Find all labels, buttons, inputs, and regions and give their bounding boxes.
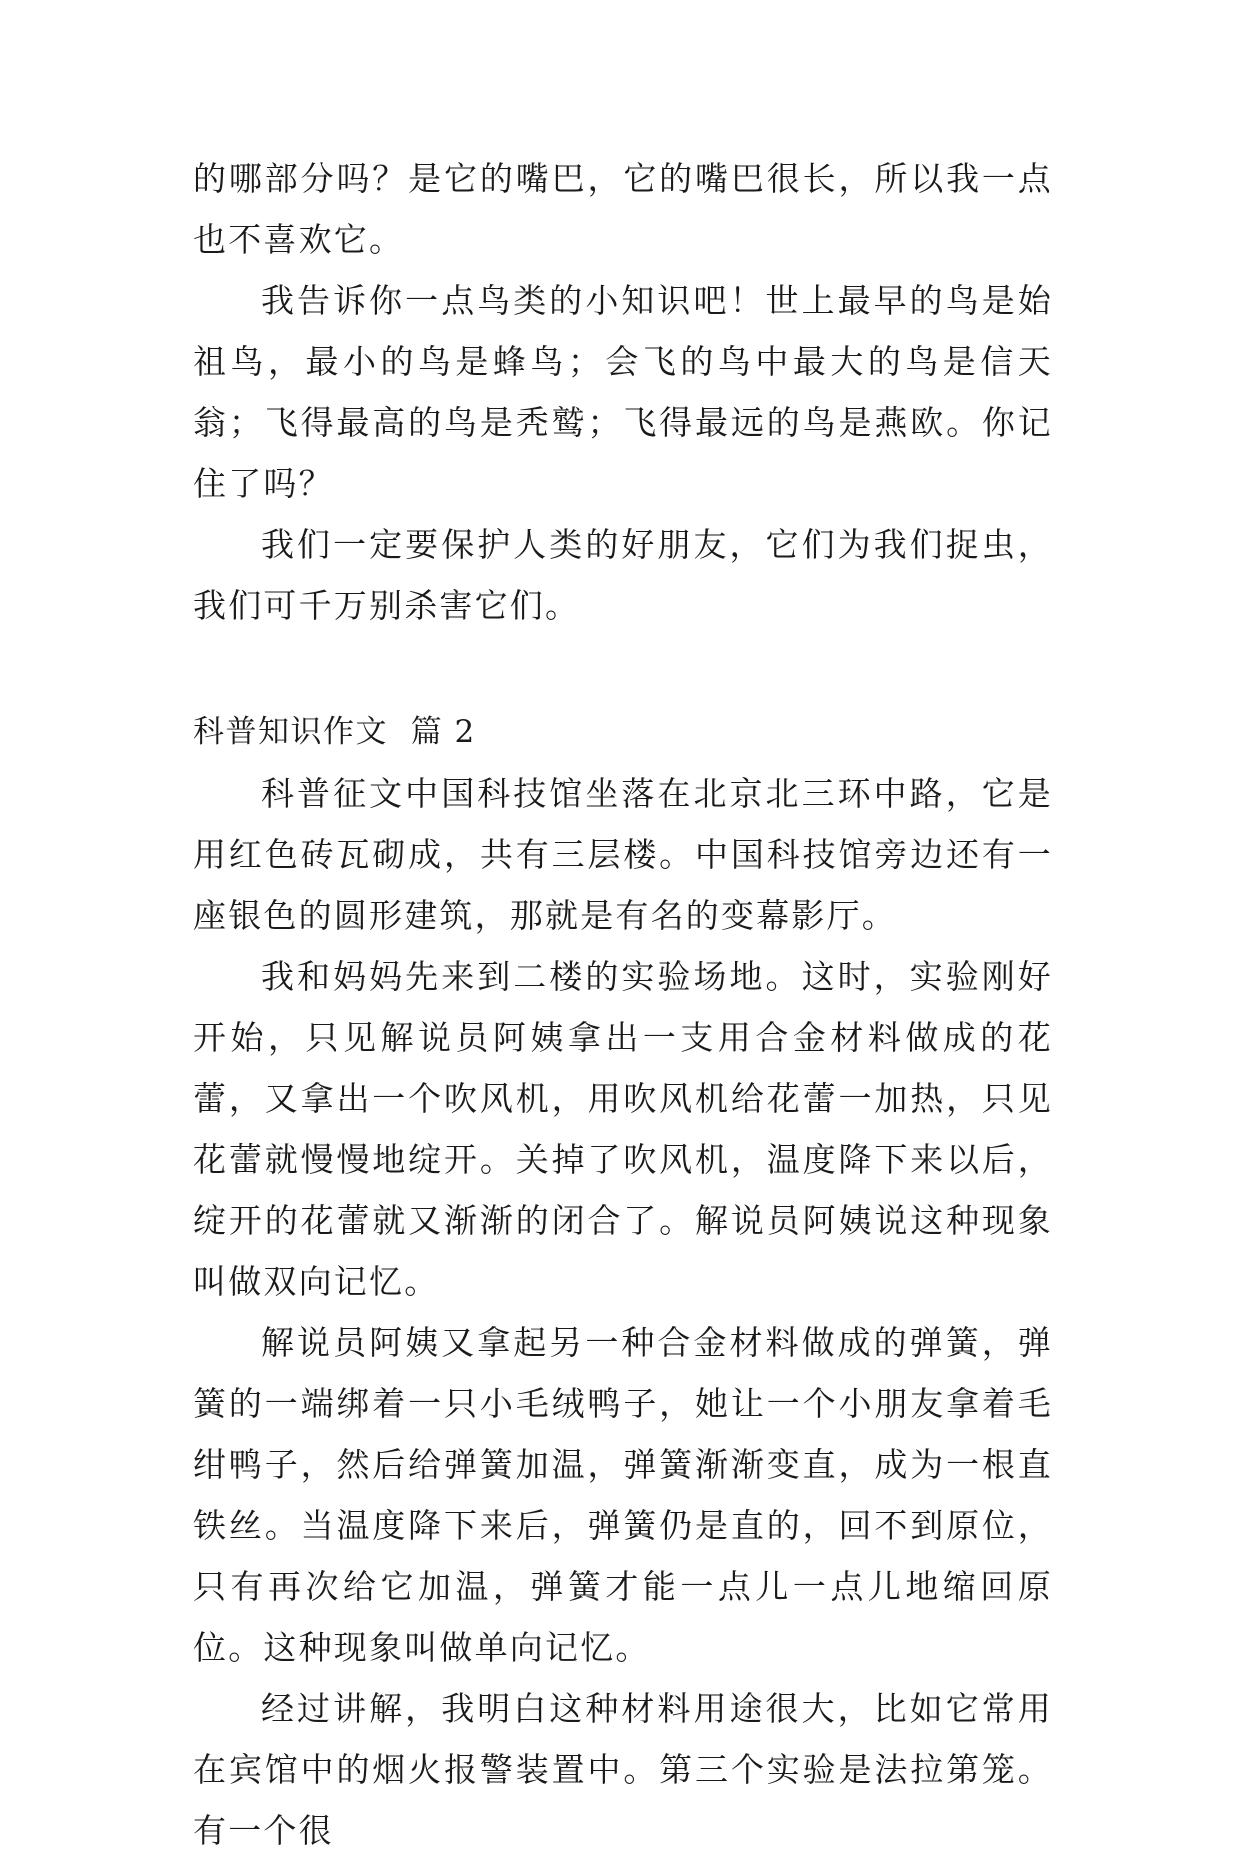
paragraph-4: 科普征文中国科技馆坐落在北京北三环中路，它是用红色砖瓦砌成，共有三层楼。中国科技馆旁边还有一座银色的圆形建筑，那就是有名的变幕影厅。 <box>193 774 1053 935</box>
section-1 <box>193 148 1053 636</box>
paragraph-6: 解说员阿姨又拿起另一种合金材料做成的弹簧，弹簧的一端绑着一只小毛绒鸭子，她让一个小朋友拿着毛绀鸭子，然后给弹簧加温，弹簧渐渐变直，成为一根直铁丝。当温度降下来后，弹簧仍是直的，回不到原位，只有再次给它加温，弹簧才能一点儿一点儿地缩回原位。这种现象叫做单向记忆。 <box>193 1323 1053 1667</box>
paragraph-5: 我和妈妈先来到二楼的实验场地。这时，实验刚好开始，只见解说员阿姨拿出一支用合金材料做成的花蕾，又拿出一个吹风机，用吹风机给花蕾一加热，只见花蕾就慢慢地绽开。关掉了吹风机，温度降下来以后，绽开的花蕾就又渐渐的闭合了。解说员阿姨说这种现象叫做双向记忆。 <box>193 957 1053 1301</box>
paragraph-7: 经过讲解，我明白这种材料用途很大，比如它常用在宾馆中的烟火报警装置中。第三个实验是法拉第笼。有一个很 <box>193 1689 1053 1850</box>
section-2 <box>193 702 1053 1861</box>
section-heading: 科普知识作文 篇 2 <box>193 714 476 750</box>
paragraph-3: 我们一定要保护人类的好朋友，它们为我们捉虫，我们可千万别杀害它们。 <box>193 525 1053 625</box>
paragraph-1: 的哪部分吗？是它的嘴巴，它的嘴巴很长，所以我一点也不喜欢它。 <box>193 159 1053 259</box>
paragraph-2: 我告诉你一点鸟类的小知识吧！世上最早的鸟是始祖鸟，最小的鸟是蜂鸟；会飞的鸟中最大的鸟是信天翁；飞得最高的鸟是秃鹫；飞得最远的鸟是燕欧。你记住了吗？ <box>193 281 1053 503</box>
section-spacer <box>193 636 1053 702</box>
document-page <box>193 148 1053 1861</box>
